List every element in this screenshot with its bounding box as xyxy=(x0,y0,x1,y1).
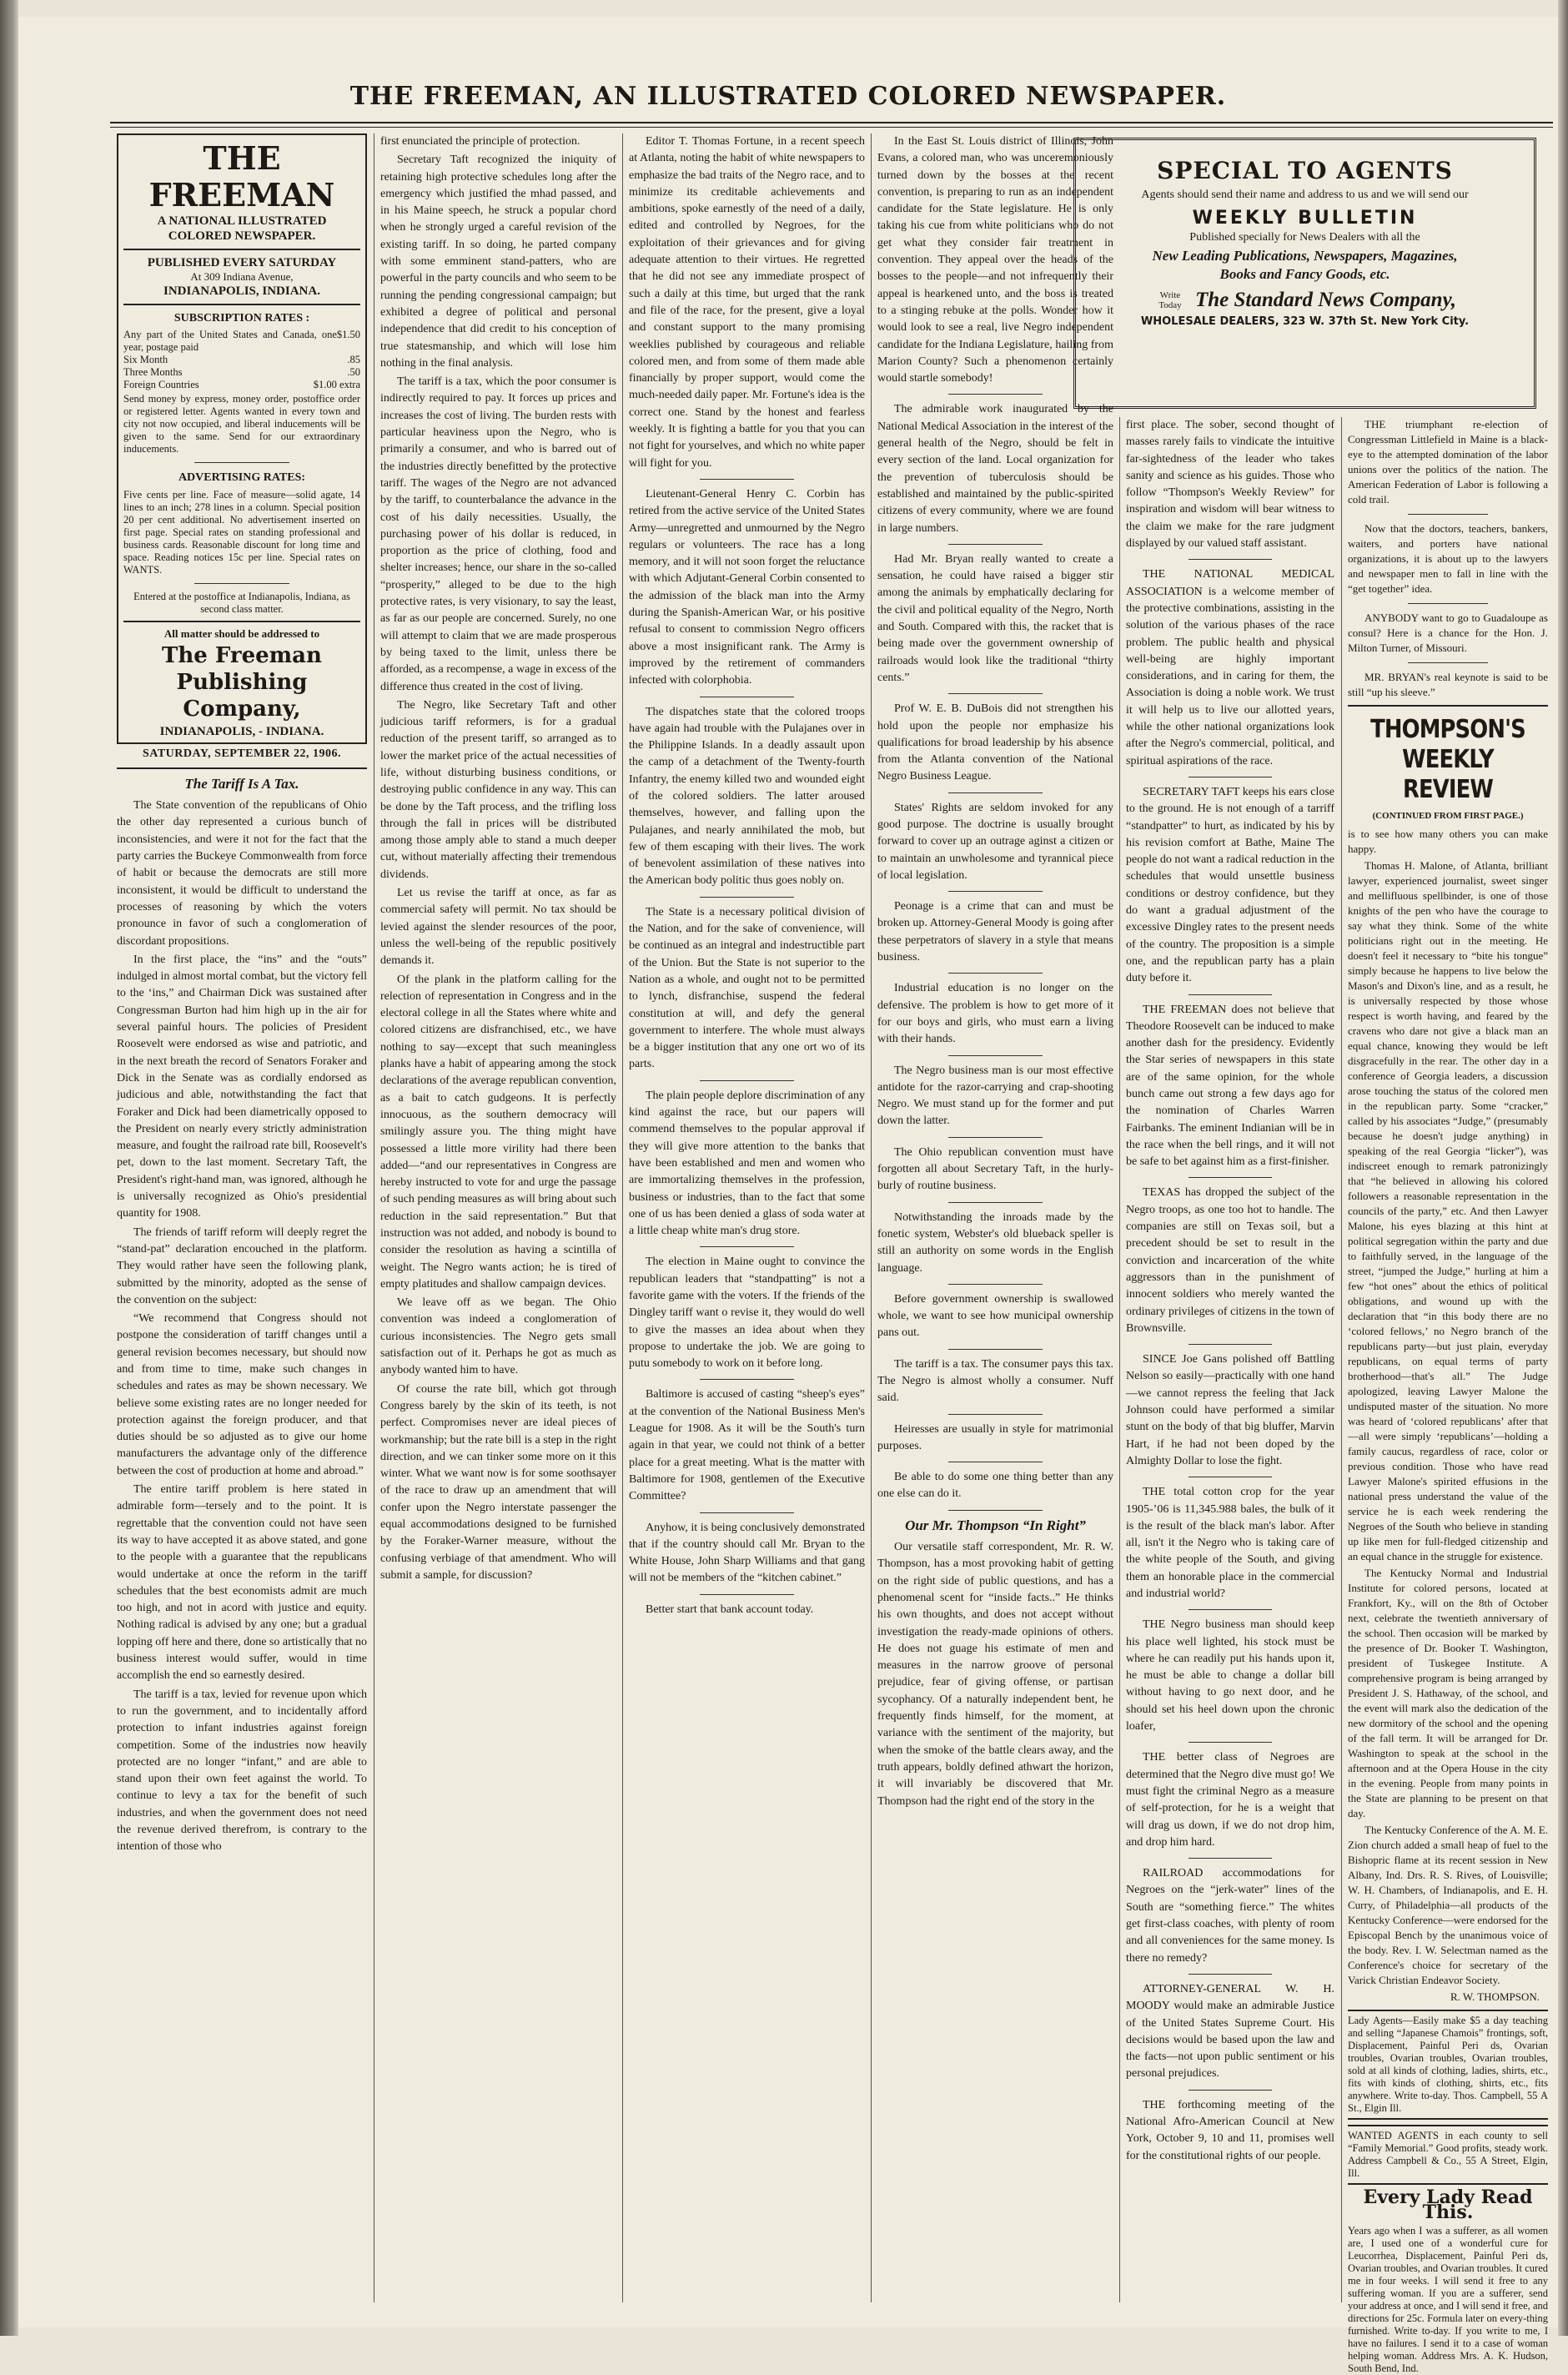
rate-row: Six Month .85 xyxy=(123,354,360,366)
classified-ad: Years ago when I was a sufferer, as all women are, I used one of a wonderful cure for Leucorrhea, Displacement, Painful Peri ds, Ovarian troubles, and Ovarian troubles. It cured me in four weeks. I will send it free to any suffering woman. If you are a sufferer, send your address at once, and I will send it free, and directions for 25c. Formula later on every-thing furnished. Write to-day. If you write to me, I have no failures. I send it to a case of woman helping woman. Address Mrs. A. K. Hudson, South Bend, Ind. xyxy=(1348,2225,1548,2374)
divider xyxy=(700,897,794,898)
agents-line: Published specially for News Dealers with all the xyxy=(1189,231,1420,244)
article-headline: The Tariff Is A Tax. xyxy=(184,775,299,792)
dateline: SATURDAY, SEPTEMBER 22, 1906. xyxy=(142,747,342,760)
divider xyxy=(1189,1344,1272,1345)
agents-title: SPECIAL TO AGENTS xyxy=(1157,157,1453,184)
classified-ad: WANTED AGENTS in each county to sell “Family Memorial.” Good profits, steady work. Address Campbell & Co., 55 A Street, Elgin, Ill. xyxy=(1348,2125,1548,2185)
subscription-heading: SUBSCRIPTION RATES : xyxy=(173,312,310,325)
article-paragraph: Of the plank in the platform calling for the relection of representation in Congress and in the electoral college in all the States where white and colored citizens are disfranchised, etc., we have nothing to say—except that such meaningless planks have a habit of appearing among the stock declarations of the average republican convention, as a bait to catch gudgeons. It is perfectly innocuous, as the southern democracy will smilingly assure you. The thing might have possessed a little more virility had there been added—“and our representatives in Congress are hereby instructed to vote for and urge the passage of such pending measures as will bring about such reduction in the said representation.” But that instruction was not added, and nobody is bound to consider the resolution as having a scintilla of weight. The Negro wants action; he is tired of empty platitudes and shallow campaign devices. xyxy=(380,973,616,1291)
write-today: Write Today xyxy=(1158,290,1182,310)
divider xyxy=(700,1246,794,1247)
agents-line: New Leading Publications, Newspapers, Magazines, xyxy=(1152,248,1458,264)
page-edge xyxy=(1558,0,1568,2336)
editorial-paragraph: THE forthcoming meeting of the National Afro-American Council at New York, October 9, 10 and 11, promises well for the constitutional rights of our people. xyxy=(1126,2098,1334,2162)
divider xyxy=(700,1080,794,1081)
review-paragraph: is to see how many others you can make happy. xyxy=(1348,828,1548,855)
article-paragraph: The Negro, like Secretary Taft and other judicious tariff reformers, is for a gradual reduction of the present tariff, so arranged as to lower the market price of the actual necessities of life, without disturbing business conditions, or destroying public confidence in any way. This can be done by the Taft process, and the trifling loss through the fall in prices will be distributed among those amply able to stand a much deeper cut, without materially affecting their tremendous dividends. xyxy=(380,698,616,881)
all-matter-line: All matter should be addressed to xyxy=(163,626,320,640)
divider xyxy=(948,1510,1043,1511)
divider xyxy=(700,479,794,480)
rate-row: Three Months .50 xyxy=(123,366,360,379)
continued-note: (CONTINUED FROM FIRST PAGE.) xyxy=(1372,811,1524,821)
divider xyxy=(1408,662,1488,663)
masthead-rule xyxy=(110,122,1553,128)
divider xyxy=(948,693,1043,694)
editorial-paragraph: The dispatches state that the colored troops have again had trouble with the Pulajanes over in the Philippine Islands. In a deadly assault upon the camp of a detachment of the Twenty-fourth Infantry, the enemy killed two and wounded eight of the colored soldiers. The latter aroused themselves, however, and falling upon the Pulajanes, and nearly annihilated the mob, but few of them escaping with their lives. The work of benevolent assimilation of these natives into the American body politic thus goes nobly on. xyxy=(629,705,865,888)
divider xyxy=(1189,1609,1272,1610)
divider xyxy=(948,973,1043,974)
divider xyxy=(700,1512,794,1513)
editorial-paragraph: The election in Maine ought to convince the republican leaders that “standpatting” is not a favorite game with the voters. If the friends of the Dingley tariff want o revise it, they would do well to give the masses an idea about when they propose to undertake the job. We are going to putu somebody to work on it before long. xyxy=(629,1255,865,1371)
column-4 xyxy=(877,133,1113,2311)
editorial-paragraph: THE total cotton crop for the year 1905-’06 is 11,345.988 bales, the bulk of it is the result of the black man's labor. After all, isn't it the Negro who is taking care of the white people of the South, and giving them an honorable place in the commercial and industrial world? xyxy=(1126,1486,1334,1600)
editorial-paragraph: Anyhow, it is being conclusively demonstrated that if the country should call Mr. Bryan to the White House, John Sharp Williams and that gang will not be members of the “kitchen cabinet.” xyxy=(629,1521,865,1585)
editorial-paragraph: Heiresses are usually in style for matrimonial purposes. xyxy=(877,1422,1113,1452)
column-rule xyxy=(622,133,623,2302)
divider xyxy=(194,583,289,584)
rate-row: Foreign Countries $1.00 extra xyxy=(123,379,360,391)
editorial-paragraph: Be able to do some one thing better than any one else can do it. xyxy=(877,1471,1113,1501)
publisher-name: The Freeman Publishing Company, xyxy=(162,642,322,722)
column-2 xyxy=(380,133,616,2311)
divider xyxy=(1408,514,1488,515)
divider xyxy=(1408,603,1488,604)
divider xyxy=(1189,1974,1272,1975)
freeman-title: THE FREEMAN xyxy=(148,139,335,214)
freeman-subtitle-1: A NATIONAL ILLUSTRATED xyxy=(157,214,327,228)
city-line: INDIANAPOLIS, INDIANA. xyxy=(163,284,320,298)
review-paragraph: Thomas H. Malone, of Atlanta, brilliant lawyer, experienced journalist, sweet singer and mellifluous spellbinder, is one of those knights of the pen who have the courage to say what they think. Some of the white politicians right out in the meeting. He doesn't feel it necessary to “bite his tongue” simply because he happens to live below the Mason's and Dixon's line, and as a result, he is universally respected by those whose respect is worth having, and feared by the cravens who dare not give a black man an equal chance, knowing they would be left disgracefully in the rear. The other day in a conference of Georgia leaders, a discussion arose touching the status of the colored men in the republican party. Some “cracker,” called by his associates “Judge,” (presumably because he doesn't judge anything) in speaking of the real Georgia “licker”), was indiscreet enough to remark patronizingly that “he believed in allowing his colored followers a reasonable representation in the councils of the party,” etc. And then Lawyer Malone, his eyes blazing at this hint at political segregation within the party and due to faithfully served, in the language of the street, “jumped the Judge,” hurling at him a few “hot ones” about the ethics of political obligations, and wound up with the declaration that “in this body there are no ‘colored fellows,’ no Negro branch of the republicans party—but just plain, everyday republicans, on equal terms of party brotherhood—that's all.” The Judge apologized, leaving Lawyer Malone the undisputed master of the situation. No more was heard of ‘colored republicans’ after that—all were simply ‘republicans’—holding a family caucus, regardless of race, color or previous condition. Those who have read Lawyer Malone's spirited effusions in the national press understand the value of the service he is each week rendering the Negroes of the South who believe in standing up like men for full-fledged citizenship and an equal chance in the struggle for existence. xyxy=(1348,859,1548,1562)
editorial-paragraph: Editor T. Thomas Fortune, in a recent speech at Atlanta, noting the habit of white newspapers to emphasize the bad traits of the Negro race, and to minimize its creditable achievements and ambitions, spoke earnestly of the need of a daily, edited and controlled by Negroes, for the exploitation of their grievances and for giving adequate attention to their virtues. He regretted that he did not see any immediate prospect of such a daily at this time, but urged that the rank and file of the race, for the present, give a loyal and constant support to the many promising weeklies published by courageous and reliable colored men, and from some of them made able financially by proper support, would come the much-needed daily paper. Mr. Fortune's idea is the correct one. Stand by the honest and fearless weekly. It is fighting a battle for you that you can not fight for yourselves, and which no white paper will fight for you. xyxy=(629,135,865,470)
classified-ad: Lady Agents—Easily make $5 a day teaching and selling “Japanese Chamois” frontings, soft, Displacement, Painful Peri ds, Ovarian troubles, Ovarian troubles, Ovarian troubles, sold at all kinds of clothing, ladies, shirts, etc., fits with kinds of clothing, shirts, etc., fits anywhere. Write to-day. Thos. Campbell, 55 A St., Elgin Ill. xyxy=(1348,2010,1548,2120)
divider xyxy=(948,394,1043,395)
article-paragraph: first enunciated the principle of protection. xyxy=(380,135,580,148)
editorial-paragraph: Peonage is a crime that can and must be broken up. Attorney-General Moody is going after these perpetrators of slavery in a style that means business. xyxy=(877,900,1113,964)
company-address: WHOLESALE DEALERS, 323 W. 37th St. New York City. xyxy=(1140,315,1470,328)
divider xyxy=(123,621,360,622)
divider xyxy=(194,462,289,463)
divider xyxy=(117,767,367,769)
article-paragraph: The entire tariff problem is here stated in admirable form—tersely and to the point. It is regrettable that the convention could not have seen its way to have accepted it as above stated, and gone to the people with a guarantee that the republicans would undertake at once the reform in the tariff schedules that the best economists admit are much too high, and not in acord with justice and equity. Nothing radical is advised by any one; but a gradual lopping off here and there, done so artistically that no business interest would suffer, would in time accomplish the end so earnestly desired. xyxy=(117,1483,367,1683)
editorial-paragraph: The Ohio republican convention must have forgotten all about Secretary Taft, in the hurly-burly of routine business. xyxy=(877,1145,1113,1193)
editorial-paragraph: THE FREEMAN does not believe that Theodore Roosevelt can be induced to make another dash for the presidency. Evidently the Star series of newspapers in this state are of the same opinion, for the whole bunch came out strong a few days ago for the nomination of Charles Warren Fairbanks. The eminent Indianian will be in the race when the bell rings, and it will not be safe to bet against him as a first-finisher. xyxy=(1126,1003,1334,1169)
weekly-review-title: THOMPSON'S WEEKLY REVIEW xyxy=(1370,715,1525,804)
review-signature: R. W. THOMPSON. xyxy=(1450,1990,1540,2003)
editorial-paragraph: Better start that bank account today. xyxy=(646,1603,814,1616)
article-paragraph: The friends of tariff reform will deeply regret the “stand-pat” declaration encouched in the platform. They would rather have seen the following plank, submitted by the minority, adopted as the sense of the convention on the subject: xyxy=(117,1225,367,1306)
entered-note: Entered at the postoffice at Indianapolis, Indiana, as second class matter. xyxy=(133,590,350,615)
rate-row: Any part of the United States and Canada, one year, postage paid $1.50 xyxy=(123,329,360,354)
publisher-city: INDIANAPOLIS, - INDIANA. xyxy=(159,724,324,738)
editorial-paragraph: Notwithstanding the inroads made by the fonetic system, Webster's old blueback speller is still an authority on some words in the English language. xyxy=(877,1210,1113,1275)
agents-line: Agents should send their name and address to us and we will send our xyxy=(1141,189,1469,201)
editorial-paragraph: THE better class of Negroes are determined that the Negro dive must go! We must fight the criminal Negro as a measure of self-protection, for he is a weight that will drag us down, if we do not drop him, and drop him hard. xyxy=(1126,1751,1334,1849)
divider xyxy=(700,1594,794,1595)
editorial-paragraph: THE triumphant re-election of Congressman Littlefield in Maine is a black-eye to the attempted domination of the labor unions over the politics of the nation. The American Federation of Labor is following a cold trail. xyxy=(1348,418,1548,506)
article-paragraph: In the first place, the “ins” and the “outs” indulged in almost mortal combat, but the victory fell to the ‘ins,” and Chairman Dick was sustained after Congressman Burton had him high up in the air for several painful hours. The policies of President Roosevelt were endorsed as wise and patriotic, and in the next breath the record of Senators Foraker and Dick in the Senate was as cordially endorsed as judicious and able, notwithstanding the fact that Foraker and Dick had been diametrically opposed to the President on nearly every strictly administration measure, and fought the railroad rate bill, Roosevelt's pet, down to the last moment. Secretary Taft, the President's right-hand man, was ignored, although he is universally recognized as Ohio's presidential quantity for 1908. xyxy=(117,953,367,1220)
thompson-headline: Our Mr. Thompson “In Right” xyxy=(905,1517,1086,1533)
column-rule xyxy=(1341,417,1342,2302)
editorial-paragraph: Lieutenant-General Henry C. Corbin has retired from the active service of the United States Army—unregretted and unmourned by the Negro regulars or volunteers. The race has a long memory, and it will not soon forget the reluctance with which Adjutant-General Corbin consented to the admission of the black man into the Army during the Spanish-American War, or his positive refusal to consent to commission Negro officers above a most insignificant rank. The Army is improved by the retirement of commanders infected with colorphobia. xyxy=(629,487,865,687)
advertising-heading: ADVERTISING RATES: xyxy=(178,471,306,485)
article-paragraph: The tariff is a tax, which the poor consumer is indirectly required to pay. It forces up prices and increases the cost of living. The burden rests with particular heaviness upon the Negro, who is primarily a consumer, and who is barred out of the industries directly benefitted by the protective tariff. The wages of the Negro are not advanced by the tariff, to counterbalance the advance in the cost of his daily necessities. Usually, the purchasing power of his dollar is reduced, in proportion as the price of clothing, food and shelter increases; hence, our share in the so-called “prosperity,” alleged to be due to the high protective rates, is very visionary, to say the least, as far as our people are concerned. Surely, no one will attempt to claim that we are made prosperous by being taxed to the limit, unless there be afforded, as a recompense, a wage in excess of the difference thus created in the cost of living. xyxy=(380,375,616,693)
editorial-paragraph: TEXAS has dropped the subject of the Negro troops, as one too hot to handle. The companies are still on Texas soil, but a precedent should be set to result in the conviction and incarceration of the white aggressors than in the punishment of innocent soldiers who merely wanted the ordinary privileges of citizens in the town of Brownsville. xyxy=(1126,1186,1334,1335)
ad-headline: Every Lady Read This. xyxy=(1363,2186,1533,2223)
column-6 xyxy=(1348,417,1548,2374)
article-paragraph: Secretary Taft recognized the iniquity of retaining high protective schedules long after the emergency which justified the mhad passed, and in his Maine speech, he struck a popular chord when he strongly urged a careful revision of the existing tariff. In so doing, he parted company with some emminent stand-patters, who are powerful in the party councils and who seem to be running the pending congressional campaign; but exhibited a degree of political and personal independence that did credit to his conception of true statesmanship, and which will lose him nothing in the final analysis. xyxy=(380,153,616,370)
editorial-paragraph: SECRETARY TAFT keeps his ears close to the ground. He is not enough of a tarriff “standpatter” to hurt, as indicated by his by his revision comfort at Bathe, Maine The people do not want a radical reduction in the schedules that would unsettle business conditions or destroy confidence, but they do want a gradual adjustment of the excessive Dingley rates to the present needs of the country. The proposition is a simple one, and the republican party has a plain duty before it. xyxy=(1126,785,1334,985)
editorial-paragraph: The State is a necessary political division of the Nation, and for the sake of convenience, will be continued as an integral and indestructible part of the Union. But the State is not superior to the Nation as a whole, and ought not to be permitted to lynch, disfranchise, suspend the federal constitution at will, and defy the general government to interfere. The whole must always be a bigger institution that any one ort wo of its parts. xyxy=(629,905,865,1071)
divider xyxy=(948,1414,1043,1415)
column-rule xyxy=(1119,417,1120,2302)
review-paragraph: The Kentucky Conference of the A. M. E. Zion church added a small heap of fuel to the Bishopric flame at its recent session in New Albany, Ind. Drs. R. S. Rives, of Louisville; W. H. Chambers, of Indianapolis, and E. H. Curry, of Philadelphia—all products of the Kentucky Conference—were endorsed for the Episcopal Bench by the unanimous voice of the body. Rev. I. W. Selectman named as the Conference's choice for secretary of the Varick Christian Endeavor Society. xyxy=(1348,1824,1548,1986)
divider xyxy=(123,249,360,250)
editorial-paragraph: In the East St. Louis district of Illinois, John Evans, a colored man, who was unceremoniously turned down by the bosses at the recent convention, is preparing to run as an independent candidate for the State legislature. He is only taking his cue from white politicians who do not get what they consider fair treatment in convention. They appeal over the heads of the bosses to the people—and not infrequently their appeal is hearkened unto, and the boss is treated to a stinging rebuke at the polls. Wonder how it would look to see a real, live Negro independent candidate for the Indiana Legislature, hailing from Marion County? Such a phenomenon certainly would startle somebody! xyxy=(877,135,1113,385)
article-paragraph: The State convention of the republicans of Ohio the other day represented a curious bunch of inconsistencies, and were it not for the fact that the party carries the Buckeye Commonwealth from force of habit or because the democrats are still more inconsistent, it would be difficult to understand the processes of reasoning by which the voters pronounce in favor of such a conglomeration of discordant propositions. xyxy=(117,799,367,948)
editorial-paragraph: Industrial education is no longer on the defensive. The problem is how to get more of it for our boys and girls, who must earn a living with their hands. xyxy=(877,982,1113,1046)
thompson-paragraph: Our versatile staff correspondent, Mr. R. W. Thompson, has a most provoking habit of getting on the right side of public questions, and has a phenomenal scent for “inside facts..” He thinks his own thoughts, and does not accept without investigation the ready-made opinions of others. He does not guage his estimate of men and measures in the narrow groove of personal prejudice, fear of giving offense, or partisan sycophancy. Of a naturally independent bent, he frequently finds himself, for the moment, at variance with the sentiment of the majority, but when the smoke of the battle clears away, and the truth appears, boldly defined athwart the horizon, it will invariably be discovered that Mr. Thompson had the right end of the story in the xyxy=(877,1541,1113,1808)
editorial-paragraph: ATTORNEY-GENERAL W. H. MOODY would make an admirable Justice of the United States Supreme Court. His decisions would be based upon the law and the facts—not upon public sentiment or his personal prejudices. xyxy=(1126,1982,1334,2081)
editorial-paragraph: The plain people deplore discrimination of any kind against the race, but our papers will commend themselves to the popular approval if they will give more attention to the banks that have been established and men and women who are immortalizing themselves in the profession, business or industries, than to the fact that some one of us has been denied a glass of soda water at a little cheap white man's drug store. xyxy=(629,1089,865,1238)
company-name: The Standard News Company, xyxy=(1194,289,1456,311)
editorial-paragraph: The tariff is a tax. The consumer pays this tax. The Negro is almost wholly a consumer. Nuff said. xyxy=(877,1357,1113,1405)
editorial-paragraph: States' Rights are seldom invoked for any good purpose. The doctrine is usually brought forward to cover up an outrage aginst a citizen or to maintain an unwholesome and tyrannical piece of local legislation. xyxy=(877,801,1113,882)
divider xyxy=(1189,1858,1272,1859)
subscription-note: Send money by express, money order, postoffice order or registered letter. Agents wanted in every town and city not now occupied, and liberal inducements will be given to the same. Send for our extraordinary inducements. xyxy=(123,393,360,455)
divider xyxy=(948,1284,1043,1285)
column-3 xyxy=(629,133,865,2311)
newspaper-page xyxy=(18,17,1558,2374)
column-rule xyxy=(871,133,872,2302)
subscription-rates xyxy=(123,329,360,455)
article-paragraph: Of course the rate bill, which got through Congress barely by the skin of its teeth, is not perfect. Compromises never are ideal pieces of workmanship; but the rate bill is a step in the right direction, and we can tinker some more on it this winter. What we want now is for some soothsayer of the race to draw up an amendment that will confer upon the Negro interstate passenger the equal accommodations designed to be furnished by the Foraker-Warner measure, without the confusing verbiage of that amendment. Who will submit a sample, for discussion? xyxy=(380,1382,616,1582)
divider xyxy=(948,1349,1043,1350)
divider xyxy=(948,891,1043,892)
editorial-paragraph: The admirable work inaugurated by the National Medical Association in the interest of the general health of the Negro, should be felt in every section of the land. Local organization for the prevention of tuberculosis should be established and maintained by the public-spirited citizens of every community, where we are found in large numbers. xyxy=(877,403,1113,535)
special-agents-ad xyxy=(1073,138,1536,409)
article-paragraph: Let us revise the tariff at once, as far as commercial safety will permit. No tax should be levied against the slender resources of the poor, unless the well-being of the republic positively demands it. xyxy=(380,887,616,968)
published-line: PUBLISHED EVERY SATURDAY xyxy=(147,256,337,269)
divider xyxy=(1348,705,1548,707)
company-row xyxy=(1088,289,1522,312)
editorial-paragraph: Now that the doctors, teachers, bankers, waiters, and porters have national organizations, it is about up to the lawyers and newspaper men to fall in line with the “get together” idea. xyxy=(1348,522,1548,595)
divider xyxy=(948,1055,1043,1056)
divider xyxy=(700,1379,794,1380)
divider xyxy=(948,1202,1043,1203)
agents-line: Books and Fancy Goods, etc. xyxy=(1219,266,1390,282)
editorial-paragraph: THE NATIONAL MEDICAL ASSOCIATION is a welcome member of the protective combinations, assisting in the solution of the various phases of the race problem. The public health and physical well-being are highly important considerations, and in caring for them, the Association is doing a noble work. We trust it will help us to live our allotted years, while the other national organizations look after the Negro's commercial, political, and spiritual aspirations of the race. xyxy=(1126,568,1334,767)
divider xyxy=(1189,1742,1272,1743)
review-paragraph: The Kentucky Normal and Industrial Institute for colored persons, located at Frankfort, Ky., will on the 8th of October next, celebrate the twentieth anniversary of the school. Then occasion will be marked by the presence of Dr. Booker T. Washington, president of Tuskegee Institute. A comprehensive program is being arranged by President J. S. Hathaway, of the school, and the event will mark also the dedication of the new dormitory of the school and the opening of the fall term. It will be arranged for Dr. Washington to speak at the school in the afternoon and at the Opera House in the city in the evening. People from many points in the State are planning to be present on that day. xyxy=(1348,1567,1548,1819)
editorial-paragraph: Before government ownership is swallowed whole, we want to see how municipal ownership pans out. xyxy=(877,1292,1113,1340)
article-paragraph: The tariff is a tax, levied for revenue upon which to run the government, and to incidentally afford protection to infant industries against foreign competition. Some of the industries now heavily protected are no longer “infant,” and are able to stand upon their own feet against the world. To continue to levy a tax for the benefit of such industries, and when the government does not need the revenue derived therefrom, is contrary to the intention of those who xyxy=(117,1688,367,1854)
address-line: At 309 Indiana Avenue, xyxy=(190,270,294,283)
column-5 xyxy=(1126,417,1334,2311)
divider xyxy=(1189,994,1272,995)
divider xyxy=(123,304,360,305)
column-1 xyxy=(117,133,367,2311)
divider xyxy=(1189,559,1272,560)
divider xyxy=(1189,2090,1272,2091)
editorial-paragraph: RAILROAD accommodations for Negroes on the “jerk-water” lines of the South are “something fierce.” The whites get first-class coaches, with plenty of room and all conveniences for the same money. Is there no remedy? xyxy=(1126,1867,1334,1965)
page-binding xyxy=(0,0,18,2336)
editorial-paragraph: Prof W. E. B. DuBois did not strengthen his hold upon the people nor emphasize his qualifications for broad leadership by his absence from the Atlanta convention of the National Negro Business League. xyxy=(877,702,1113,783)
advertising-note: Five cents per line. Face of measure—solid agate, 14 lines to an inch; 278 lines in a column. Special position 20 per cent additional. No advertisement inserted on first page. Special rates on standing professional and business cards. Reasonable discount for long time and space. Reading notices 15c per line. Special rates on WANTS. xyxy=(123,488,360,576)
divider xyxy=(948,544,1043,545)
editorial-paragraph: first place. The sober, second thought of masses rarely fails to vindicate the intuitive far-sightedness of the leader who takes sanity and science as his guides. Those who follow “Thompson's Weekly Review” for inspiration and wisdom will bear witness to the claim we make for the rare judgment displayed by our valued staff assistant. xyxy=(1126,419,1334,551)
editorial-paragraph: THE Negro business man should keep his place well lighted, his stock must be where he can readily put his hands upon it, he must be able to change a dollar bill without having to go next door, and he should set his heel down upon the chronic loafer, xyxy=(1126,1618,1334,1733)
editorial-paragraph: The Negro business man is our most effective antidote for the razor-carrying and crap-shooting Negro. We must stand up for the former and put down the latter. xyxy=(877,1064,1113,1128)
editorial-paragraph: SINCE Joe Gans polished off Battling Nelson so easily—practically with one hand—we cannot repress the feeling that Jack Johnson could have performed a similar stunt on the body of that big bluffer, Marvin Hart, if he had not been doped by the Almighty Dollar to lose the fight. xyxy=(1126,1353,1334,1467)
editorial-paragraph: MR. BRYAN's real keynote is said to be still “up his sleeve.” xyxy=(1348,671,1548,698)
freeman-info-box xyxy=(117,133,367,744)
editorial-paragraph: Baltimore is accused of casting “sheep's eyes” at the convention of the National Business Men's League for 1908. As it will be the South's turn again in that year, we could not think of a better place for a great meeting. What is the matter with Baltimore for 1908, gentlemen of the Executive Committee? xyxy=(629,1388,865,1503)
masthead: THE FREEMAN, AN ILLUSTRATED COLORED NEWSPAPER. xyxy=(349,82,1227,111)
article-paragraph: “We recommend that Congress should not postpone the consideration of tariff changes until a general revision becomes necessary, but should now and from time to time, make such changes in schedules and rates as may be shown necessary. We believe some existing rates are no longer needed for protection against the foreign producer, and that duties should be so adjusted as to give our home manufacturers the advantage only of the difference between the cost of production at home and abroad.” xyxy=(117,1312,367,1477)
editorial-paragraph: ANYBODY want to go to Guadaloupe as consul? Here is a chance for the Hon. J. Milton Turner, of Missouri. xyxy=(1348,611,1548,654)
weekly-bulletin: WEEKLY BULLETIN xyxy=(1192,208,1418,229)
freeman-subtitle-2: COLORED NEWSPAPER. xyxy=(168,229,316,243)
article-paragraph: We leave off as we began. The Ohio convention was indeed a conglomeration of curious inconsistencies. The Negro gets small satisfaction out of it. Perhaps he got as much as anybody wanted him to have. xyxy=(380,1296,616,1377)
divider xyxy=(1189,1177,1272,1178)
divider xyxy=(948,1137,1043,1138)
editorial-paragraph: Had Mr. Bryan really wanted to create a sensation, he could have raised a bigger stir among the animals by emphatically declaring for the civil and political equality of the Negro, North and South. Compared with this, the racket that is being made over the government ownership of railroads would look like the traditional “thirty cents.” xyxy=(877,552,1113,684)
